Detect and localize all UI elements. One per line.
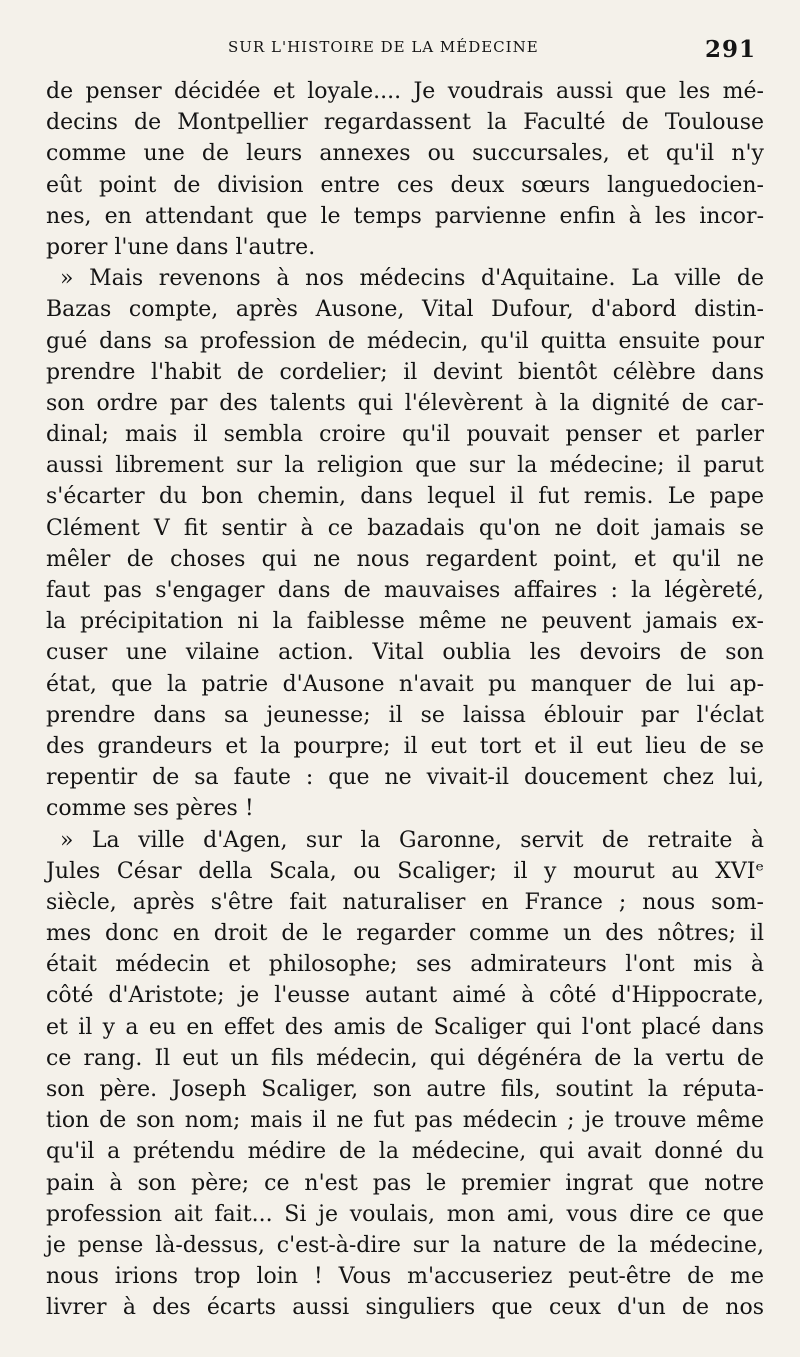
running-title: SUR L'HISTOIRE DE LA MÉDECINE xyxy=(228,38,539,56)
text-line: gué dans sa profession de médecin, qu'il quitta ensuite pour xyxy=(46,328,764,354)
text-line: profession ait fait... Si je voulais, mon ami, vous dire ce que xyxy=(46,1201,764,1227)
text-line: je pense là-dessus, c'est-à-dire sur la nature de la médecine, xyxy=(46,1232,764,1258)
text-line: nes, en attendant que le temps parvienne enfin à les incor- xyxy=(46,203,764,229)
running-head xyxy=(46,36,764,76)
text-line: s'écarter du bon chemin, dans lequel il fut remis. Le pape xyxy=(46,484,764,510)
text-line: eût point de division entre ces deux sœurs languedocien- xyxy=(46,172,764,198)
text-line: la précipitation ni la faiblesse même ne peuvent jamais ex- xyxy=(46,609,764,635)
text-line: état, que la patrie d'Ausone n'avait pu manquer de lui ap- xyxy=(46,671,764,697)
body-text xyxy=(46,76,764,1324)
text-line: son père. Joseph Scaliger, son autre fils, soutint la réputa- xyxy=(46,1077,764,1102)
text-line: ce rang. Il eut un fils médecin, qui dégénéra de la vertu de xyxy=(46,1045,764,1071)
text-line: Jules César della Scala, ou Scaliger; il y mourut au XVIᵉ xyxy=(46,858,764,884)
text-line: repentir de sa faute : que ne vivait-il doucement chez lui, xyxy=(46,765,764,791)
text-line: prendre dans sa jeunesse; il se laissa éblouir par l'éclat xyxy=(46,702,764,728)
text-line: des grandeurs et la pourpre; il eut tort et il eut lieu de se xyxy=(46,733,764,759)
text-line: porer l'une dans l'autre. xyxy=(46,234,316,260)
text-line: mêler de choses qui ne nous regardent point, et qu'il ne xyxy=(46,546,764,572)
text-line: dinal; mais il sembla croire qu'il pouvait penser et parler xyxy=(46,422,764,448)
text-line: Clément V fit sentir à ce bazadais qu'on ne doit jamais se xyxy=(46,515,764,541)
text-line: decins de Montpellier regardassent la Faculté de Toulouse xyxy=(46,110,764,136)
text-line: de penser décidée et loyale.... Je voudrais aussi que les mé- xyxy=(46,79,764,104)
text-line: tion de son nom; mais il ne fut pas médecin ; je trouve même xyxy=(46,1108,764,1134)
text-line: mes donc en droit de le regarder comme un des nôtres; il xyxy=(46,921,764,947)
text-line: faut pas s'engager dans de mauvaises affaires : la légèreté, xyxy=(46,578,764,603)
text-line: comme ses pères ! xyxy=(46,796,254,822)
text-line: livrer à des écarts aussi singuliers que ceux d'un de nos xyxy=(46,1295,764,1321)
text-line: qu'il a prétendu médire de la médecine, qui avait donné du xyxy=(46,1139,764,1165)
text-line: son ordre par des talents qui l'élevèrent à la dignité de car- xyxy=(46,390,764,416)
text-line: côté d'Aristote; je l'eusse autant aimé à côté d'Hippocrate, xyxy=(46,983,764,1009)
text-line: pain à son père; ce n'est pas le premier ingrat que notre xyxy=(46,1170,764,1196)
text-line: » La ville d'Agen, sur la Garonne, servit de retraite à xyxy=(60,827,764,853)
page-number: 291 xyxy=(704,36,756,63)
text-line: Bazas compte, après Ausone, Vital Dufour, d'abord distin- xyxy=(46,297,764,323)
text-line: cuser une vilaine action. Vital oublia les devoirs de son xyxy=(46,640,764,666)
text-line: siècle, après s'être fait naturaliser en France ; nous som- xyxy=(46,889,764,915)
text-line: et il y a eu en effet des amis de Scaliger qui l'ont placé dans xyxy=(46,1014,764,1040)
text-line: » Mais revenons à nos médecins d'Aquitaine. La ville de xyxy=(60,266,764,292)
text-line: aussi librement sur la religion que sur la médecine; il parut xyxy=(46,453,764,479)
text-line: prendre l'habit de cordelier; il devint bientôt célèbre dans xyxy=(46,359,764,385)
text-line: comme une de leurs annexes ou succursales, et qu'il n'y xyxy=(46,141,764,167)
text-line: était médecin et philosophe; ses admirateurs l'ont mis à xyxy=(46,952,764,978)
text-line: nous irions trop loin ! Vous m'accuseriez peut-être de me xyxy=(46,1264,764,1290)
